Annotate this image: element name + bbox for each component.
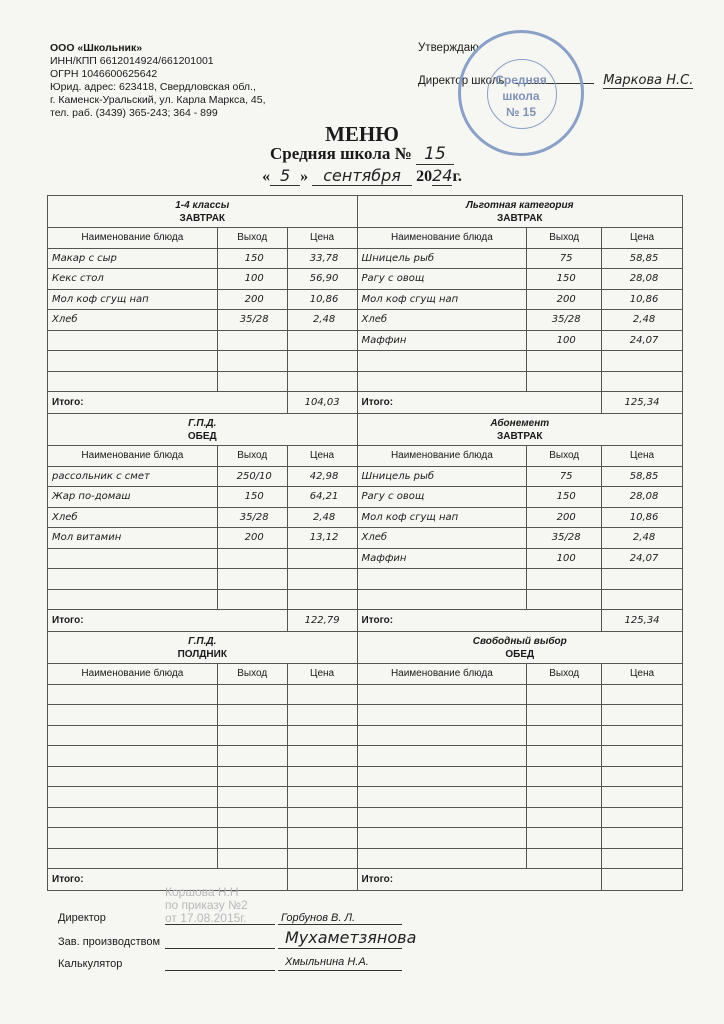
dish-price (287, 725, 357, 746)
signature-director-name-line (278, 924, 402, 925)
table-row (48, 351, 683, 372)
org-inn: ИНН/КПП 6612014924/661201001 (50, 55, 214, 67)
dish-output: 35/28 (217, 507, 287, 528)
date-day: 5 (270, 166, 300, 186)
section-meal: ЗАВТРАК (496, 430, 543, 442)
dish-name (357, 589, 527, 610)
dish-name (48, 371, 218, 392)
dish-price (287, 746, 357, 767)
section-title (357, 196, 682, 228)
dish-price (287, 569, 357, 590)
dish-output (217, 746, 287, 767)
column-header-price: Цена (287, 228, 357, 249)
table-row (48, 828, 683, 849)
dish-output: 200 (217, 289, 287, 310)
signature-calculator-line (165, 970, 275, 971)
dish-output (217, 848, 287, 869)
table-row (48, 589, 683, 610)
dish-output (217, 807, 287, 828)
dish-price (287, 787, 357, 808)
dish-output (217, 569, 287, 590)
signature-production-label: Зав. производством (58, 936, 161, 948)
dish-output: 200 (217, 528, 287, 549)
dish-price (602, 589, 683, 610)
signature-production-line (165, 948, 275, 949)
dish-output: 100 (217, 269, 287, 290)
dish-output (217, 705, 287, 726)
dish-name (357, 828, 527, 849)
dish-price: 24,07 (602, 548, 683, 569)
faint-stamp-line-1: Коршова Н.Н (165, 885, 239, 899)
table-row (48, 766, 683, 787)
column-header-price: Цена (602, 664, 683, 685)
column-header-row (48, 228, 683, 249)
section-title-row (48, 414, 683, 446)
dish-price (287, 828, 357, 849)
dish-output: 250/10 (217, 466, 287, 487)
dish-output: 100 (527, 330, 602, 351)
column-header-name: Наименование блюда (48, 228, 218, 249)
signature-director-label: Директор (58, 912, 106, 924)
totals-row (48, 392, 683, 414)
column-header-name: Наименование блюда (48, 446, 218, 467)
page-title: МЕНЮ (325, 122, 399, 146)
signature-director-name: Горбунов В. Л. (281, 912, 356, 924)
section-category: Свободный выбор (472, 635, 567, 647)
table-row (48, 330, 683, 351)
date-month: сентября (312, 166, 412, 186)
section-total: 125,34 (602, 392, 683, 414)
dish-name (357, 351, 527, 372)
dish-output: 75 (527, 466, 602, 487)
dish-name (48, 705, 218, 726)
director-label: Директор школы (418, 75, 507, 87)
section-meal: ЗАВТРАК (179, 212, 226, 224)
dish-output (527, 684, 602, 705)
table-row (48, 684, 683, 705)
signature-calculator-name-line (278, 970, 402, 971)
section-meal: ЗАВТРАК (496, 212, 543, 224)
column-header-name: Наименование блюда (357, 228, 527, 249)
dish-output (217, 766, 287, 787)
itogo-label: Итого: (48, 392, 288, 414)
dish-price: 56,90 (287, 269, 357, 290)
dish-price (287, 330, 357, 351)
dish-price (602, 787, 683, 808)
dish-output (217, 330, 287, 351)
dish-output (527, 766, 602, 787)
section-total: 104,03 (287, 392, 357, 414)
dish-name (48, 746, 218, 767)
dish-price: 42,98 (287, 466, 357, 487)
dish-output (527, 848, 602, 869)
dish-name: Маффин (357, 330, 527, 351)
section-title (48, 196, 358, 228)
column-header-out: Выход (217, 228, 287, 249)
dish-name: Хлеб (48, 310, 218, 331)
dish-name (48, 548, 218, 569)
dish-price: 24,07 (602, 330, 683, 351)
dish-name: Шницель рыб (357, 466, 527, 487)
dish-name: Жар по-домаш (48, 487, 218, 508)
totals-row (48, 869, 683, 891)
column-header-price: Цена (602, 228, 683, 249)
dish-price (602, 705, 683, 726)
dish-price (287, 807, 357, 828)
itogo-label: Итого: (357, 392, 602, 414)
dish-output: 150 (527, 487, 602, 508)
table-row (48, 807, 683, 828)
dish-price (602, 725, 683, 746)
school-number: 15 (416, 144, 454, 165)
itogo-label: Итого: (357, 869, 602, 891)
dish-name: Мол коф сгущ нап (357, 289, 527, 310)
table-row (48, 487, 683, 508)
dish-name (48, 848, 218, 869)
column-header-out: Выход (527, 664, 602, 685)
school-subtitle (0, 144, 724, 165)
dish-price (287, 705, 357, 726)
dish-output (527, 828, 602, 849)
dish-price: 10,86 (602, 507, 683, 528)
quote-open: « (262, 168, 271, 185)
signature-calculator-name: Хмыльнина Н.А. (285, 956, 369, 968)
table-row (48, 548, 683, 569)
itogo-label: Итого: (48, 869, 288, 891)
dish-output (527, 725, 602, 746)
table-row (48, 289, 683, 310)
dish-output (217, 787, 287, 808)
section-category: 1-4 классы (175, 199, 230, 211)
dish-output: 35/28 (527, 528, 602, 549)
dish-output: 35/28 (217, 310, 287, 331)
dish-name: Мол коф сгущ нап (357, 507, 527, 528)
signature-production-name: Мухаметзянова (285, 928, 417, 947)
approval-label: Утверждаю (418, 42, 479, 54)
dish-price (602, 569, 683, 590)
dish-name (357, 684, 527, 705)
dish-output: 150 (527, 269, 602, 290)
dish-name (357, 807, 527, 828)
dish-price: 33,78 (287, 248, 357, 269)
dish-name: Маффин (357, 548, 527, 569)
table-row (48, 269, 683, 290)
faint-stamp-line-2: по приказу №2 (165, 898, 248, 912)
section-meal: ОБЕД (187, 430, 217, 442)
table-row (48, 371, 683, 392)
dish-price (602, 684, 683, 705)
signature-production-name-line (278, 948, 402, 949)
dish-name: Рагу с овощ (357, 269, 527, 290)
dish-name (357, 766, 527, 787)
dish-name (357, 569, 527, 590)
section-meal: ОБЕД (505, 648, 535, 660)
dish-output (527, 787, 602, 808)
dish-name (48, 725, 218, 746)
section-category: Льготная категория (465, 199, 574, 211)
seal-line-3: № 15 (505, 105, 537, 119)
dish-name (357, 725, 527, 746)
dish-name (357, 705, 527, 726)
dish-output: 35/28 (527, 310, 602, 331)
dish-price: 28,08 (602, 487, 683, 508)
dish-output (217, 548, 287, 569)
dish-name: Хлеб (357, 528, 527, 549)
dish-output (527, 589, 602, 610)
dish-price (602, 351, 683, 372)
column-header-out: Выход (217, 664, 287, 685)
dish-name (48, 766, 218, 787)
dish-name: Хлеб (48, 507, 218, 528)
dish-price: 64,21 (287, 487, 357, 508)
dish-name (357, 848, 527, 869)
dish-price (287, 371, 357, 392)
dish-output (527, 371, 602, 392)
dish-name: Мол витамин (48, 528, 218, 549)
section-total (287, 869, 357, 891)
section-meal: ПОЛДНИК (177, 648, 227, 660)
dish-output: 200 (527, 507, 602, 528)
dish-name (48, 828, 218, 849)
dish-price: 58,85 (602, 466, 683, 487)
itogo-label: Итого: (357, 610, 602, 632)
dish-output (217, 684, 287, 705)
dish-output (217, 371, 287, 392)
signature-calculator-label: Калькулятор (58, 958, 123, 970)
table-row (48, 466, 683, 487)
column-header-out: Выход (217, 446, 287, 467)
org-address-2: г. Каменск-Уральский, ул. Карла Маркса, 45, (50, 94, 266, 106)
dish-name (357, 787, 527, 808)
section-title (48, 632, 358, 664)
faint-stamp-line-3: от 17.08.2015г. (165, 911, 247, 925)
dish-name (357, 371, 527, 392)
dish-name (48, 684, 218, 705)
table-row (48, 528, 683, 549)
dish-price: 2,48 (602, 310, 683, 331)
seal-line-2: школа (502, 89, 540, 103)
table-row (48, 848, 683, 869)
section-total: 125,34 (602, 610, 683, 632)
column-header-out: Выход (527, 228, 602, 249)
dish-price (602, 371, 683, 392)
section-category: Г.П.Д. (188, 635, 217, 647)
column-header-name: Наименование блюда (357, 446, 527, 467)
dish-output (527, 746, 602, 767)
dish-price: 10,86 (287, 289, 357, 310)
column-header-name: Наименование блюда (48, 664, 218, 685)
dish-output (217, 828, 287, 849)
dish-output: 150 (217, 487, 287, 508)
dish-price (287, 589, 357, 610)
dish-price (602, 746, 683, 767)
section-total (602, 869, 683, 891)
school-prefix: Средняя школа № (270, 144, 412, 163)
year-prefix: 20 (416, 168, 433, 185)
dish-price (602, 807, 683, 828)
dish-name: Мол коф сгущ нап (48, 289, 218, 310)
org-ogrn: ОГРН 1046600625642 (50, 68, 158, 80)
column-header-row (48, 664, 683, 685)
dish-price: 2,48 (602, 528, 683, 549)
quote-close: » (300, 168, 309, 185)
section-category: Абонемент (490, 417, 550, 429)
year-end: г. (452, 168, 462, 185)
dish-price: 58,85 (602, 248, 683, 269)
dish-price: 13,12 (287, 528, 357, 549)
table-row (48, 725, 683, 746)
column-header-row (48, 446, 683, 467)
dish-name (48, 569, 218, 590)
totals-row (48, 610, 683, 632)
table-row (48, 705, 683, 726)
column-header-name: Наименование блюда (357, 664, 527, 685)
section-title (48, 414, 358, 446)
column-header-price: Цена (602, 446, 683, 467)
column-header-out: Выход (527, 446, 602, 467)
dish-output (527, 807, 602, 828)
dish-output (217, 351, 287, 372)
faint-stamp (165, 886, 248, 925)
dish-price: 28,08 (602, 269, 683, 290)
dish-name: рассольник с смет (48, 466, 218, 487)
dish-output (217, 725, 287, 746)
column-header-price: Цена (287, 446, 357, 467)
dish-name: Шницель рыб (357, 248, 527, 269)
section-title-row (48, 632, 683, 664)
dish-output: 75 (527, 248, 602, 269)
dish-output: 200 (527, 289, 602, 310)
dish-price (287, 848, 357, 869)
dish-output: 100 (527, 548, 602, 569)
org-name: ООО «Школьник» (50, 42, 143, 54)
itogo-label: Итого: (48, 610, 288, 632)
dish-output (527, 569, 602, 590)
dish-name (48, 330, 218, 351)
dish-name: Рагу с овощ (357, 487, 527, 508)
menu-date (0, 166, 724, 186)
dish-output (217, 589, 287, 610)
dish-price (602, 828, 683, 849)
dish-output (527, 351, 602, 372)
org-phone: тел. раб. (3439) 365-243; 364 - 899 (50, 107, 218, 119)
dish-price (287, 684, 357, 705)
dish-price: 2,48 (287, 507, 357, 528)
dish-price: 2,48 (287, 310, 357, 331)
dish-name (357, 746, 527, 767)
dish-price (602, 848, 683, 869)
dish-price (602, 766, 683, 787)
org-address-1: Юрид. адрес: 623418, Свердловская обл., (50, 81, 256, 93)
section-title-row (48, 196, 683, 228)
table-row (48, 569, 683, 590)
dish-name (48, 589, 218, 610)
menu-table (47, 195, 683, 891)
dish-price: 10,86 (602, 289, 683, 310)
dish-output: 150 (217, 248, 287, 269)
section-title (357, 632, 682, 664)
dish-name: Кекс стол (48, 269, 218, 290)
dish-price (287, 351, 357, 372)
section-category: Г.П.Д. (188, 417, 217, 429)
table-row (48, 248, 683, 269)
table-row (48, 310, 683, 331)
dish-output (527, 705, 602, 726)
dish-price (287, 766, 357, 787)
section-title (357, 414, 682, 446)
dish-name: Хлеб (357, 310, 527, 331)
seal-line-1: Средняя (495, 73, 547, 87)
organization-block (50, 42, 266, 120)
table-row (48, 746, 683, 767)
table-row (48, 787, 683, 808)
section-total: 122,79 (287, 610, 357, 632)
dish-price (287, 548, 357, 569)
dish-name (48, 351, 218, 372)
director-name: Маркова Н.С. (603, 73, 694, 88)
dish-name (48, 807, 218, 828)
year-suffix: 24 (432, 166, 453, 185)
dish-name: Макар с сыр (48, 248, 218, 269)
column-header-price: Цена (287, 664, 357, 685)
table-row (48, 507, 683, 528)
dish-name (48, 787, 218, 808)
